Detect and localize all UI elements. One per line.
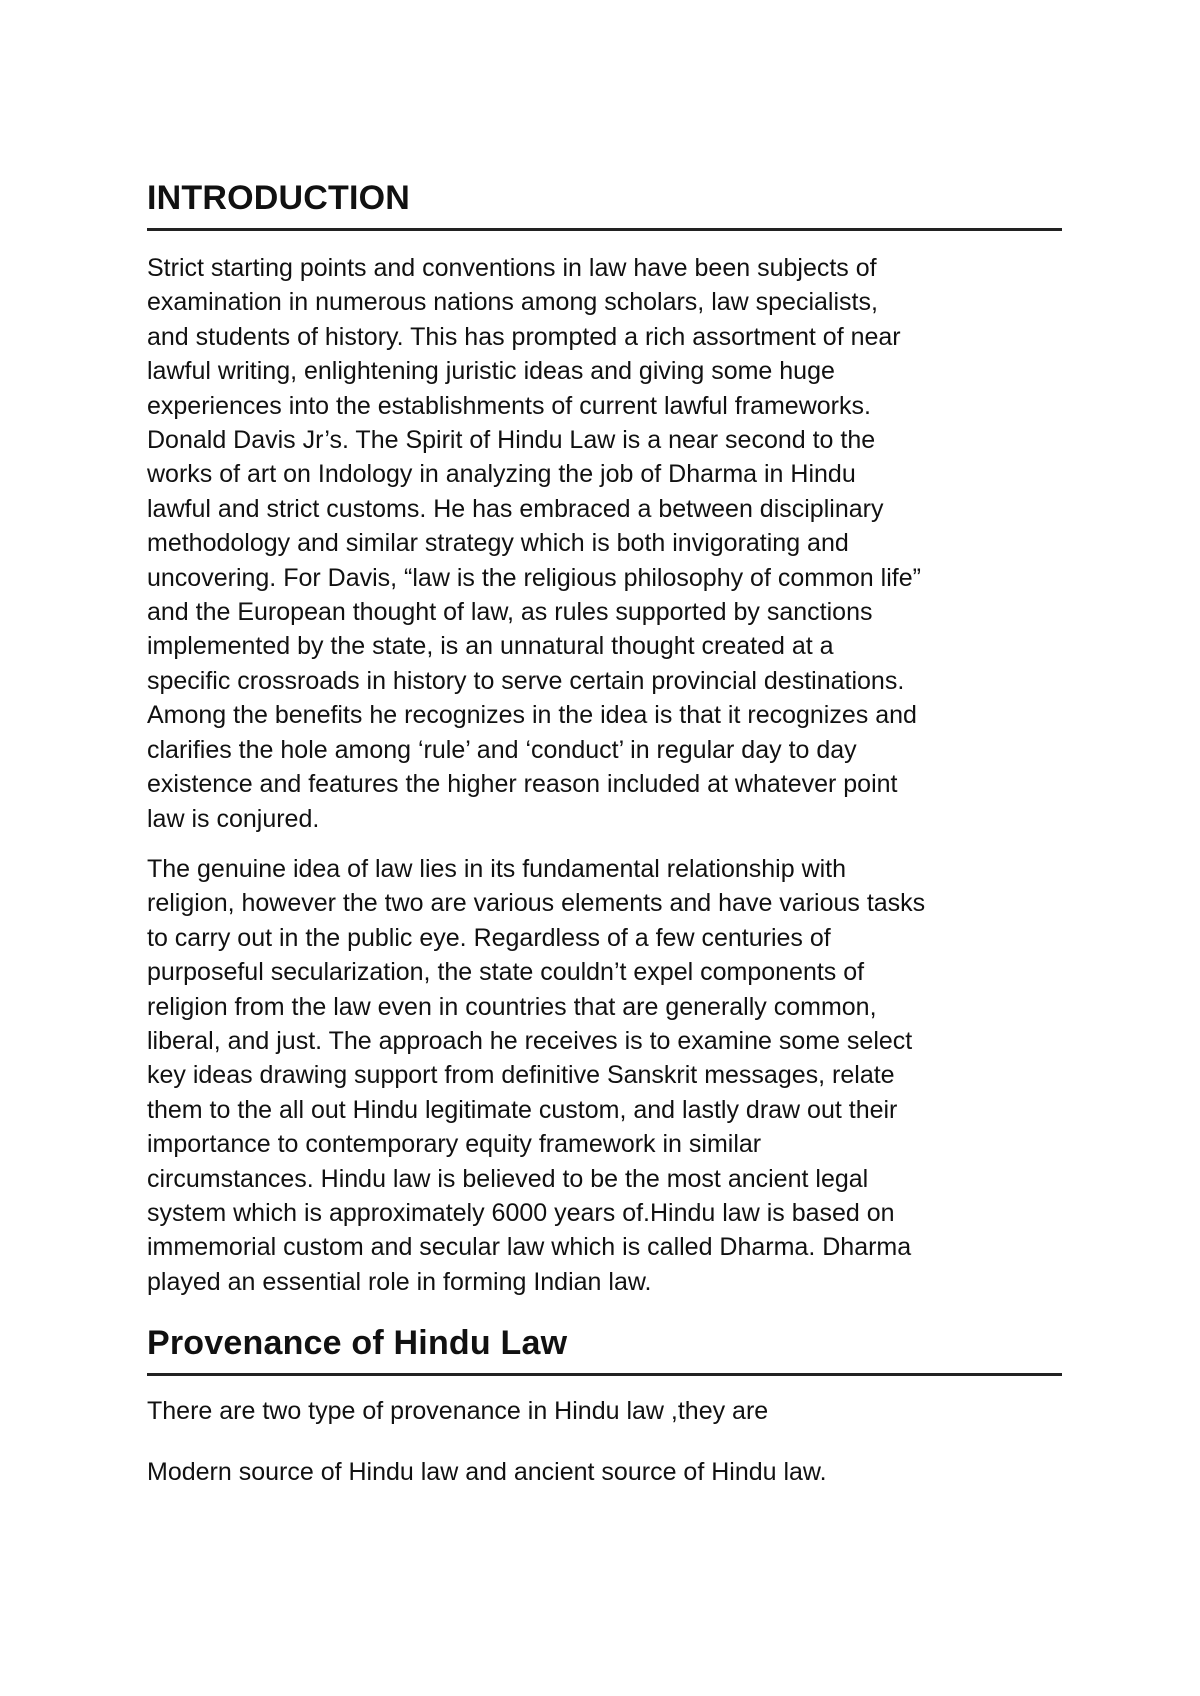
intro-paragraph-1: Strict starting points and conventions in law have been subjects of examination in numerous nations among scholars, law specialists, and students of history. This has prompted a rich assortment of near lawful writing, enlightening juristic ideas and giving some huge experiences into the establishments of current lawful frameworks. Donald Davis Jr’s. The Spirit of Hindu Law is a near second to the works of art on Indology in analyzing the job of Dharma in Hindu lawful and strict customs. He has embraced a between disciplinary methodology and similar strategy which is both invigorating and uncovering. For Davis, “law is the religious philosophy of common life” and the European thought of law, as rules supported by sanctions implemented by the state, is an unnatural thought created at a specific crossroads in history to serve certain provincial destinations. Among the benefits he recognizes in the idea is that it recognizes and clarifies the hole among ‘rule’ and ‘conduct’ in regular day to day existence and features the higher reason included at whatever point law is conjured. bbox=[147, 254, 921, 833]
intro-paragraph-2: The genuine idea of law lies in its fundamental relationship with religion, however the two are various elements and have various tasks to carry out in the public eye. Regardless of a few centuries of purposeful secularization, the state couldn’t expel components of religion from the law even in countries that are generally common, liberal, and just. The approach he receives is to examine some select key ideas drawing support from definitive Sanskrit messages, relate them to the all out Hindu legitimate custom, and lastly draw out their importance to contemporary equity framework in similar circumstances. Hindu law is believed to be the most ancient legal system which is approximately 6000 years of.Hindu law is based on immemorial custom and secular law which is called Dharma. Dharma played an essential role in forming Indian law. bbox=[147, 854, 926, 1296]
provenance-paragraph-1: There are two type of provenance in Hindu law ,they are bbox=[147, 1397, 769, 1426]
section-title-introduction: INTRODUCTION bbox=[147, 176, 1062, 231]
provenance-paragraph-2: Modern source of Hindu law and ancient source of Hindu law. bbox=[147, 1457, 827, 1486]
document-page bbox=[147, 176, 1062, 1489]
section-title-provenance: Provenance of Hindu Law bbox=[147, 1321, 1062, 1376]
